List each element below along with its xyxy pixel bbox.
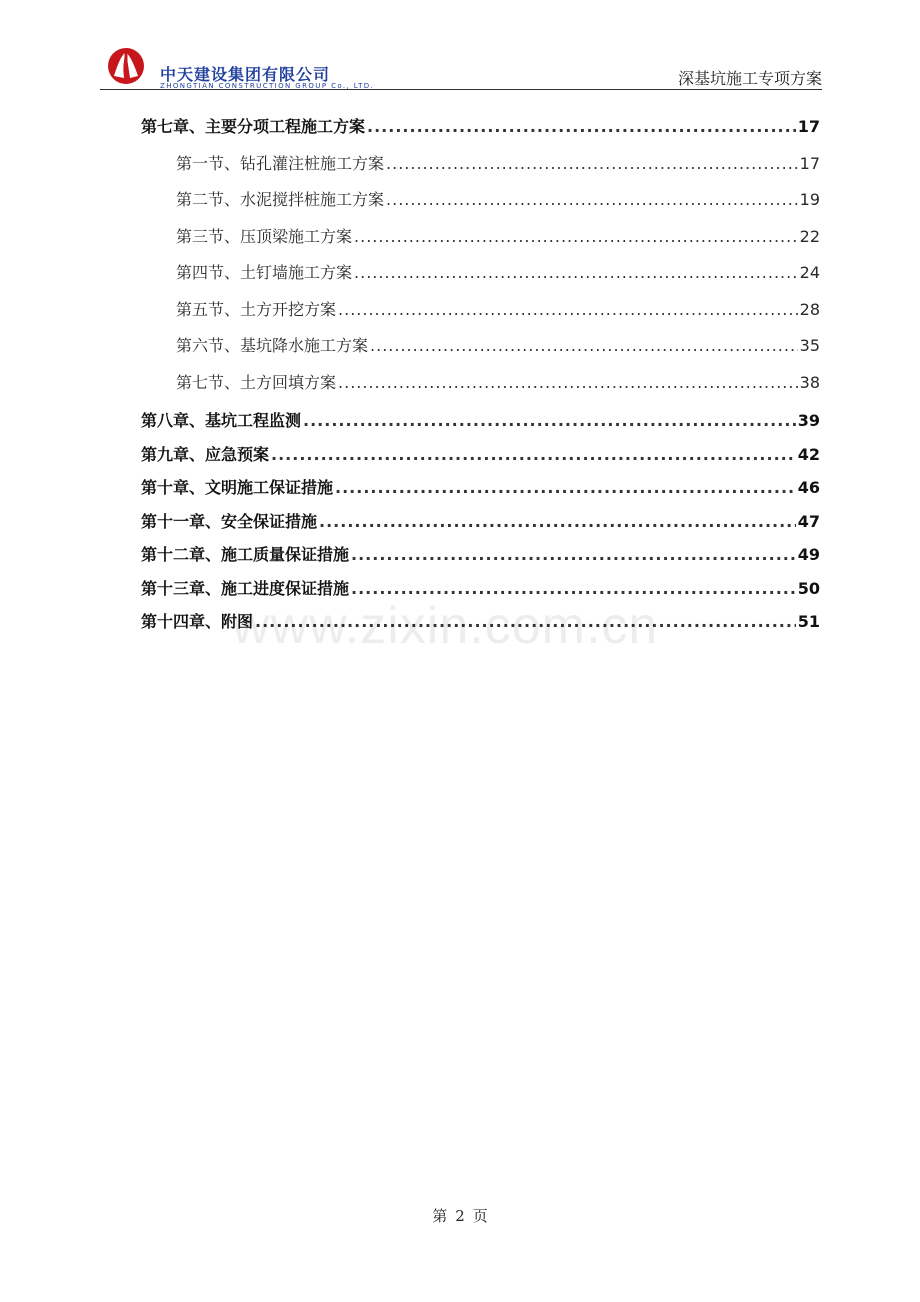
toc-entry-page: 28 bbox=[799, 299, 820, 319]
toc-entry-title: 第三节、压顶梁施工方案 bbox=[176, 226, 353, 246]
toc-entry-section[interactable] bbox=[176, 370, 820, 393]
toc-dot-leader bbox=[351, 579, 796, 598]
toc-entry-section[interactable] bbox=[176, 260, 820, 283]
toc-entry-page: 47 bbox=[797, 511, 820, 531]
toc-entry-title: 第六节、基坑降水施工方案 bbox=[176, 336, 369, 355]
toc-entry-chapter[interactable] bbox=[141, 509, 820, 532]
toc-entry-title: 第九章、应急预案 bbox=[141, 444, 270, 464]
toc-dot-leader bbox=[351, 545, 796, 564]
toc-entry-title: 第一节、钻孔灌注桩施工方案 bbox=[176, 153, 385, 173]
company-logo-icon bbox=[106, 46, 146, 86]
toc-entry-title: 第五节、土方开挖方案 bbox=[176, 299, 337, 319]
toc-entry-page: 49 bbox=[797, 545, 820, 564]
toc-dot-leader bbox=[386, 154, 798, 173]
toc-entry-section[interactable] bbox=[176, 187, 820, 210]
toc-dot-leader bbox=[335, 478, 796, 497]
toc-entry-chapter[interactable] bbox=[141, 408, 820, 431]
toc-entry-title: 第十二章、施工质量保证措施 bbox=[141, 545, 350, 564]
toc-entry-page: 22 bbox=[799, 226, 820, 246]
toc-entry-chapter[interactable] bbox=[141, 475, 820, 498]
toc-entry-page: 19 bbox=[799, 190, 820, 209]
toc-entry-page: 17 bbox=[797, 117, 820, 136]
toc-dot-leader bbox=[319, 512, 796, 531]
toc-entry-section[interactable] bbox=[176, 224, 820, 247]
watermark: www.zixin.com.cn bbox=[232, 597, 659, 655]
toc-entry-page: 17 bbox=[799, 153, 820, 173]
toc-entry-page: 51 bbox=[797, 612, 820, 631]
footer-suffix: 页 bbox=[472, 1207, 488, 1225]
page-footer bbox=[0, 1205, 920, 1226]
company-name-cn: 中天建设集团有限公司 bbox=[160, 65, 331, 84]
toc-entry-title: 第二节、水泥搅拌桩施工方案 bbox=[176, 190, 385, 209]
toc-dot-leader bbox=[271, 445, 796, 464]
toc-entry-title: 第十四章、附图 bbox=[141, 612, 254, 631]
toc-dot-leader bbox=[354, 227, 798, 246]
toc-entry-section[interactable] bbox=[176, 151, 820, 174]
toc-entry-page: 35 bbox=[799, 336, 820, 355]
toc-dot-leader bbox=[386, 190, 798, 209]
toc-entry-title: 第四节、土钉墙施工方案 bbox=[176, 263, 353, 282]
toc-entry-title: 第十三章、施工进度保证措施 bbox=[141, 578, 350, 598]
toc-entry-section[interactable] bbox=[176, 297, 820, 320]
footer-prefix: 第 bbox=[432, 1207, 448, 1225]
page-header bbox=[100, 40, 822, 90]
toc-dot-leader bbox=[303, 411, 796, 430]
toc-entry-title: 第七节、土方回填方案 bbox=[176, 372, 337, 392]
toc-entry-chapter[interactable] bbox=[141, 114, 820, 137]
toc-entry-page: 50 bbox=[797, 578, 820, 598]
toc-entry-title: 第八章、基坑工程监测 bbox=[141, 411, 302, 430]
toc-entry-page: 24 bbox=[799, 263, 820, 282]
toc-entry-page: 38 bbox=[799, 372, 820, 392]
page-number: 2 bbox=[455, 1207, 465, 1225]
toc-entry-title: 第十章、文明施工保证措施 bbox=[141, 478, 334, 497]
toc-dot-leader bbox=[338, 300, 798, 319]
toc-entry-title: 第十一章、安全保证措施 bbox=[141, 511, 318, 531]
toc-entry-chapter[interactable] bbox=[141, 542, 820, 565]
toc-dot-leader bbox=[367, 117, 796, 136]
toc-entry-section[interactable] bbox=[176, 333, 820, 356]
toc-dot-leader bbox=[370, 336, 798, 355]
toc-dot-leader bbox=[354, 263, 798, 282]
toc-entry-page: 42 bbox=[797, 444, 820, 464]
toc-dot-leader bbox=[338, 373, 798, 392]
toc-entry-chapter[interactable] bbox=[141, 442, 820, 465]
toc-entry-page: 46 bbox=[797, 478, 820, 497]
toc-entry-page: 39 bbox=[797, 411, 820, 430]
document-title: 深基坑施工专项方案 bbox=[677, 69, 822, 88]
toc-entry-title: 第七章、主要分项工程施工方案 bbox=[141, 117, 366, 136]
header-divider bbox=[100, 89, 822, 90]
company-name-en: ZHONGTIAN CONSTRUCTION GROUP Co., LTD. bbox=[160, 82, 375, 90]
